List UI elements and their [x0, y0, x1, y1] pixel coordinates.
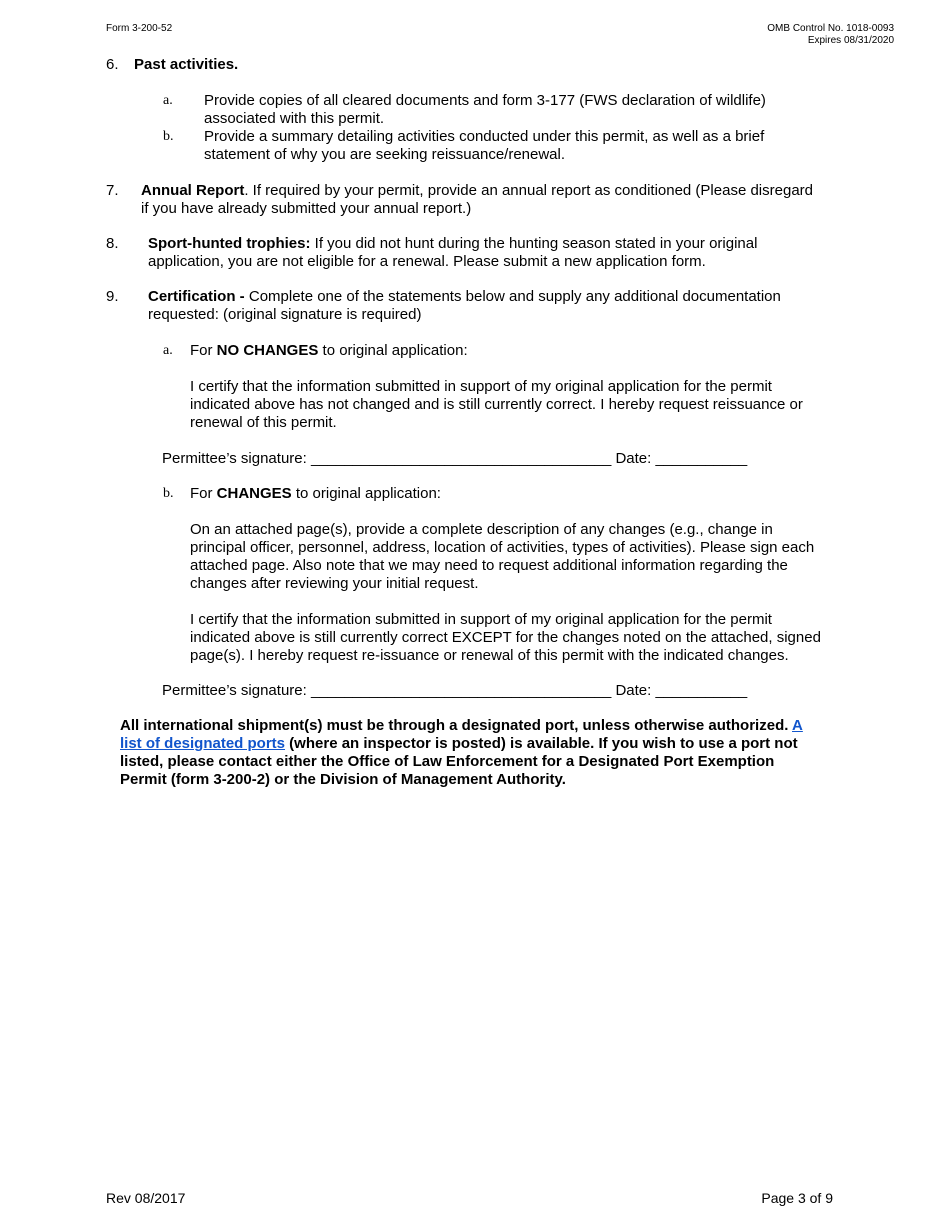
item-6-title: Past activities.: [134, 56, 239, 73]
item-6b-line1: Provide a summary detailing activities conducted under this permit, as well as a brief: [204, 128, 765, 145]
item-7-line1: Annual Report. If required by your permit, provide an annual report as conditioned (Please disregard: [141, 182, 813, 199]
item-8-line2: application, you are not eligible for a renewal. Please submit a new application form.: [148, 253, 706, 270]
signature-line-changes[interactable]: Permittee’s signature: ____________________________________ Date: ___________: [162, 682, 748, 699]
revision-date: Rev 08/2017: [106, 1190, 186, 1206]
notice-line2: list of designated ports (where an inspector is posted) is available. If you wish to use a port not: [120, 735, 798, 752]
item-6b-letter: b.: [163, 129, 174, 144]
item-9a-para-line3: renewal of this permit.: [190, 414, 337, 431]
item-8-number: 8.: [106, 235, 119, 252]
notice-line3: listed, please contact either the Office of Law Enforcement for a Designated Port Exemption: [120, 753, 775, 770]
item-9b-para1-line4: changes after reviewing your initial request.: [190, 575, 479, 592]
designated-ports-link[interactable]: list of designated ports: [120, 735, 286, 752]
item-6-number: 6.: [106, 56, 119, 73]
item-9-number: 9.: [106, 288, 119, 305]
item-9b-letter: b.: [163, 486, 174, 501]
item-7-title: Annual Report: [141, 182, 245, 199]
item-6a-letter: a.: [163, 93, 173, 108]
item-6a-line2: associated with this permit.: [204, 110, 385, 127]
item-9b-para1-line1: On an attached page(s), provide a complete description of any changes (e.g., change in: [190, 521, 773, 538]
item-9a-heading: For NO CHANGES to original application:: [190, 342, 468, 359]
page-number: Page 3 of 9: [761, 1190, 833, 1206]
expiration-date: Expires 08/31/2020: [807, 35, 894, 46]
item-9a-para-line2: indicated above has not changed and is still currently correct. I hereby request reissuance or: [190, 396, 803, 413]
item-9-line2: requested: (original signature is required): [148, 306, 422, 323]
item-9b-para2-line1: I certify that the information submitted in support of my original application for the permit: [190, 611, 772, 628]
item-9b-para1-line3: attached page. Also note that we may need to request additional information regarding the: [190, 557, 788, 574]
item-9b-para2-line2: indicated above is still currently correct EXCEPT for the changes noted on the attached, signed: [190, 629, 821, 646]
item-9b-para1-line2: principal officer, personnel, address, location of activities, types of activities). Please sign each: [190, 539, 815, 556]
item-9-title: Certification -: [148, 288, 245, 305]
item-7-number: 7.: [106, 182, 119, 199]
item-9b-heading: For CHANGES to original application:: [190, 485, 441, 502]
item-9a-para-line1: I certify that the information submitted in support of my original application for the permit: [190, 378, 772, 395]
item-6a-line1: Provide copies of all cleared documents and form 3-177 (FWS declaration of wildlife): [204, 92, 766, 109]
form-number: Form 3-200-52: [106, 23, 173, 34]
item-8-title: Sport-hunted trophies:: [148, 235, 311, 252]
item-9a-letter: a.: [163, 343, 173, 358]
designated-ports-link-start[interactable]: A: [792, 717, 803, 734]
notice-line4: Permit (form 3-200-2) or the Division of Management Authority.: [120, 771, 566, 788]
item-9b-para2-line3: page(s). I hereby request re-issuance or renewal of this permit with the indicated changes.: [190, 647, 789, 664]
item-9-line1: Certification - Complete one of the statements below and supply any additional documentation: [148, 288, 781, 305]
signature-line-no-changes[interactable]: Permittee’s signature: ____________________________________ Date: ___________: [162, 450, 748, 467]
item-8-line1: Sport-hunted trophies: If you did not hunt during the hunting season stated in your original: [148, 235, 758, 252]
item-6b-line2: statement of why you are seeking reissuance/renewal.: [204, 146, 566, 163]
item-7-line2: if you have already submitted your annual report.): [141, 200, 472, 217]
omb-control-number: OMB Control No. 1018-0093: [767, 23, 894, 34]
notice-line1: All international shipment(s) must be through a designated port, unless otherwise authorized. A: [120, 717, 803, 734]
